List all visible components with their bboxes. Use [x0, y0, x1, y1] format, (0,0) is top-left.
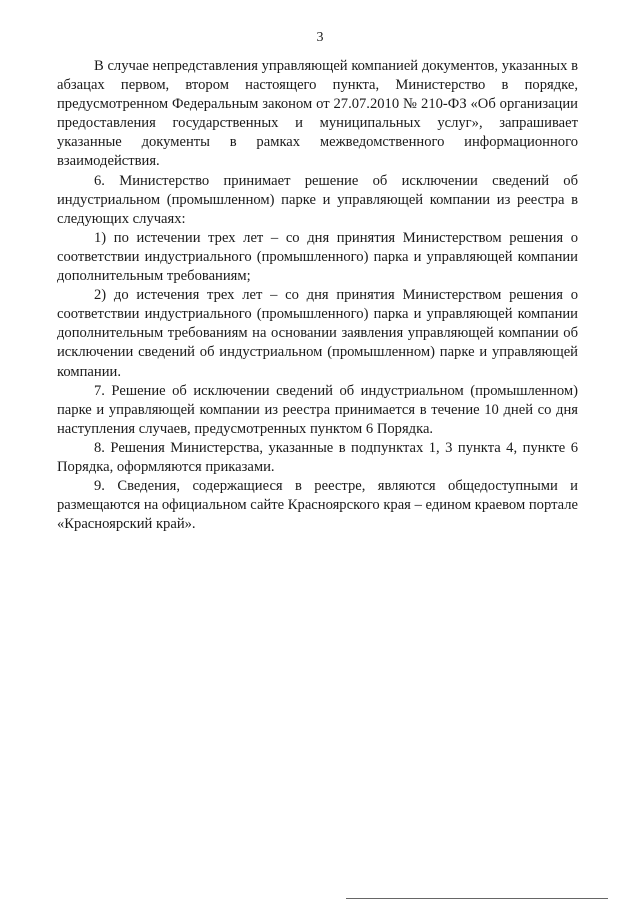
paragraph-subitem-2: 2) до истечения трех лет – со дня принятия Министерством решения о соответствии индустриального (промышленного) парка и управляющей компании дополнительным требованиям на основании заявления управляющей компании об исключении сведений об индустриальном (промышленном) парке и управляющей компании. — [57, 287, 578, 380]
paragraph-subitem-1: 1) по истечении трех лет – со дня принятия Министерством решения о соответствии индустриального (промышленного) парка и управляющей компании дополнительным требованиям; — [57, 229, 578, 285]
paragraph-item-8: 8. Решения Министерства, указанные в подпунктах 1, 3 пункта 4, пункте 6 Порядка, оформляются приказами. — [57, 439, 578, 475]
paragraph-item-7: 7. Решение об исключении сведений об индустриальном (промышленном) парке и управляющей компании из реестра принимается в течение 10 дней со дня наступления случаев, предусмотренных пунктом 6 Порядка. — [57, 382, 578, 437]
paragraph-item-6: 6. Министерство принимает решение об исключении сведений об индустриальном (промышленном) парке и управляющей компании из реестра в следующих случаях: — [57, 172, 578, 227]
paragraph-documents-request: В случае непредставления управляющей компанией документов, указанных в абзацах первом, втором настоящего пункта, Министерство в порядке, предусмотренном Федеральным законом от 27.07.2010 № 210-ФЗ «Об организации предоставления государственных и муниципальных услуг», запрашивает указанные документы в рамках межведомственного информационного взаимодействия. — [57, 58, 578, 170]
footer-rule — [346, 898, 608, 899]
document-body — [57, 57, 578, 534]
page-number: 3 — [316, 30, 324, 45]
paragraph-item-9: 9. Сведения, содержащиеся в реестре, являются общедоступными и размещаются на официальном сайте Красноярского края – едином краевом портале «Красноярский край». — [57, 478, 578, 533]
